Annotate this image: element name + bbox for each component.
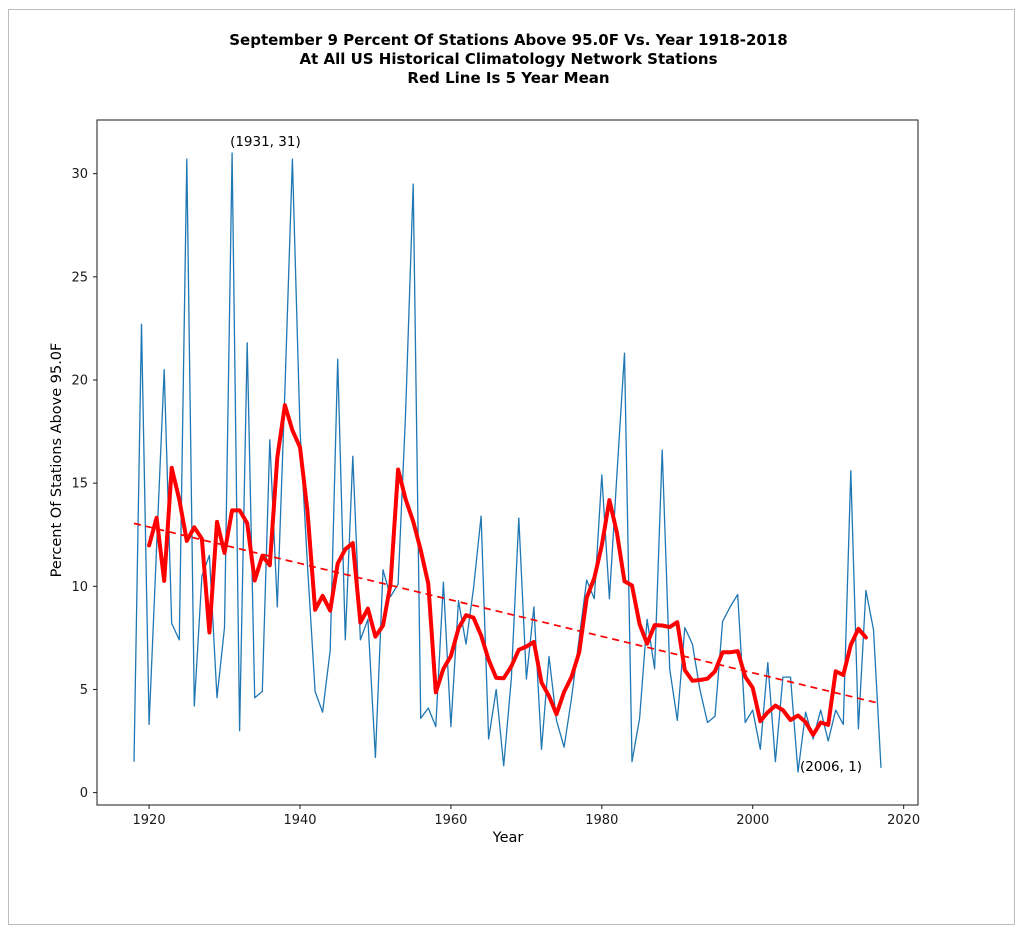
x-tick-label: 2000 bbox=[736, 813, 770, 828]
annotation-1931-peak: (1931, 31) bbox=[230, 134, 301, 150]
y-tick-label: 0 bbox=[79, 786, 88, 802]
x-tick-label: 1940 bbox=[283, 813, 317, 828]
y-tick-label: 15 bbox=[71, 476, 88, 492]
x-tick-label: 2020 bbox=[887, 813, 921, 828]
annotation-2006-low: (2006, 1) bbox=[800, 758, 863, 775]
y-tick-label: 5 bbox=[79, 682, 88, 698]
title-line-1: September 9 Percent Of Stations Above 95.0F Vs. Year 1918-2018 bbox=[229, 31, 788, 49]
y-tick-label: 25 bbox=[71, 270, 88, 286]
y-tick-label: 20 bbox=[71, 373, 88, 389]
x-tick-label: 1920 bbox=[132, 813, 166, 828]
yearly-series-line bbox=[134, 153, 881, 772]
title-line-3: Red Line Is 5 Year Mean bbox=[407, 69, 610, 87]
y-tick-label: 30 bbox=[71, 167, 88, 183]
y-tick-label: 10 bbox=[71, 579, 88, 595]
y-axis-label: Percent Of Stations Above 95.0F bbox=[49, 342, 65, 578]
x-tick-label: 1960 bbox=[434, 813, 468, 828]
plot-border bbox=[97, 120, 918, 805]
five-year-mean-line bbox=[149, 405, 866, 735]
x-tick-label: 1980 bbox=[585, 813, 619, 828]
title-line-2: At All US Historical Climatology Network Stations bbox=[299, 50, 718, 68]
x-axis-label: Year bbox=[492, 830, 524, 846]
